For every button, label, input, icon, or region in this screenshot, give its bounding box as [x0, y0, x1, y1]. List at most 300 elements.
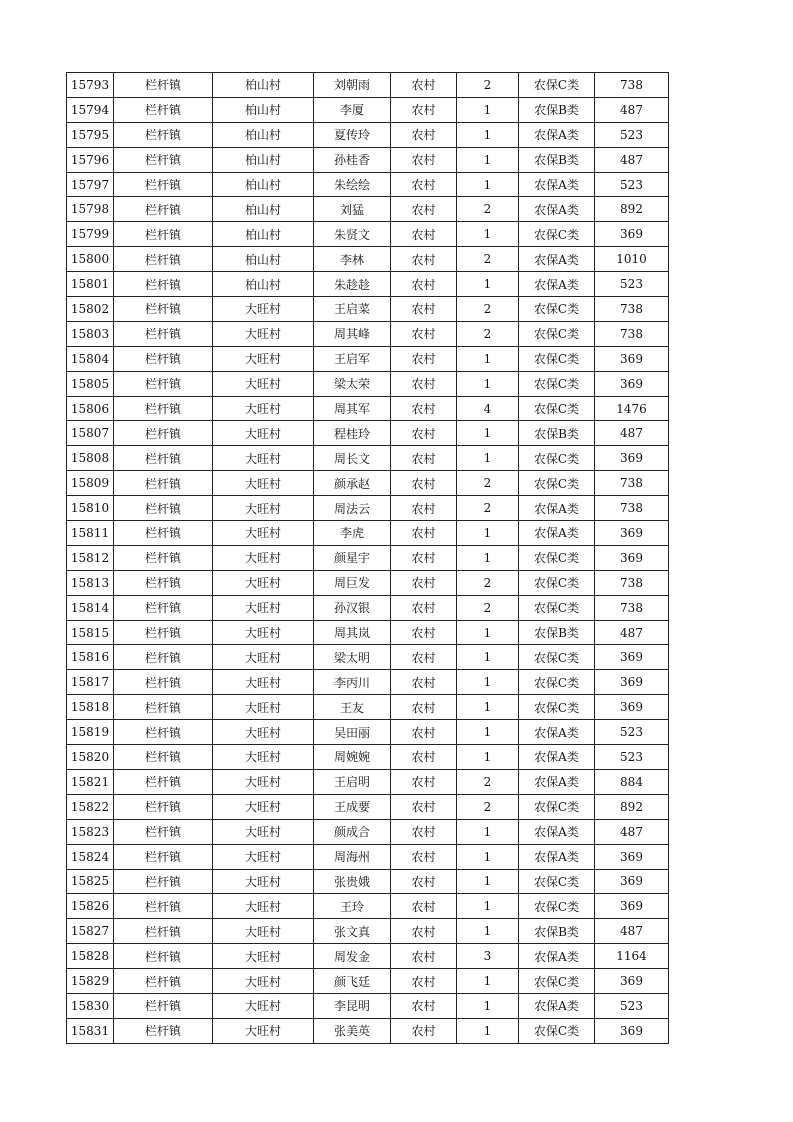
cell-amount: 369 — [595, 894, 669, 919]
cell-id: 15796 — [67, 147, 114, 172]
cell-name: 刘朝雨 — [314, 73, 391, 98]
cell-amount: 523 — [595, 993, 669, 1018]
table-row — [67, 172, 669, 197]
cell-town: 栏杆镇 — [114, 645, 213, 670]
cell-category: 农保B类 — [519, 97, 595, 122]
cell-count: 1 — [457, 620, 519, 645]
table-row — [67, 247, 669, 272]
cell-village: 大旺村 — [213, 720, 314, 745]
cell-id: 15810 — [67, 496, 114, 521]
cell-amount: 738 — [595, 321, 669, 346]
cell-area: 农村 — [391, 297, 457, 322]
cell-count: 1 — [457, 844, 519, 869]
table-row — [67, 147, 669, 172]
cell-village: 大旺村 — [213, 869, 314, 894]
cell-name: 朱绘绘 — [314, 172, 391, 197]
table-row — [67, 769, 669, 794]
cell-count: 4 — [457, 396, 519, 421]
cell-town: 栏杆镇 — [114, 745, 213, 770]
cell-count: 1 — [457, 545, 519, 570]
cell-village: 大旺村 — [213, 321, 314, 346]
cell-id: 15808 — [67, 446, 114, 471]
cell-area: 农村 — [391, 969, 457, 994]
cell-count: 1 — [457, 869, 519, 894]
cell-amount: 369 — [595, 1018, 669, 1043]
cell-id: 15820 — [67, 745, 114, 770]
cell-area: 农村 — [391, 147, 457, 172]
cell-amount: 369 — [595, 545, 669, 570]
cell-id: 15825 — [67, 869, 114, 894]
cell-count: 1 — [457, 969, 519, 994]
cell-village: 大旺村 — [213, 496, 314, 521]
cell-village: 大旺村 — [213, 769, 314, 794]
cell-village: 柏山村 — [213, 147, 314, 172]
cell-id: 15824 — [67, 844, 114, 869]
cell-name: 张贵娥 — [314, 869, 391, 894]
cell-count: 2 — [457, 794, 519, 819]
cell-area: 农村 — [391, 894, 457, 919]
cell-name: 孙汉银 — [314, 595, 391, 620]
cell-name: 周巨发 — [314, 570, 391, 595]
cell-village: 大旺村 — [213, 471, 314, 496]
cell-village: 大旺村 — [213, 944, 314, 969]
cell-village: 大旺村 — [213, 421, 314, 446]
cell-town: 栏杆镇 — [114, 1018, 213, 1043]
table-row — [67, 993, 669, 1018]
cell-area: 农村 — [391, 172, 457, 197]
cell-id: 15817 — [67, 670, 114, 695]
cell-area: 农村 — [391, 222, 457, 247]
cell-area: 农村 — [391, 869, 457, 894]
cell-amount: 487 — [595, 97, 669, 122]
cell-town: 栏杆镇 — [114, 695, 213, 720]
cell-name: 颜星宇 — [314, 545, 391, 570]
cell-name: 张美英 — [314, 1018, 391, 1043]
cell-count: 2 — [457, 471, 519, 496]
cell-name: 周婉婉 — [314, 745, 391, 770]
cell-id: 15823 — [67, 819, 114, 844]
cell-area: 农村 — [391, 844, 457, 869]
cell-amount: 487 — [595, 421, 669, 446]
cell-name: 李虎 — [314, 521, 391, 546]
cell-category: 农保C类 — [519, 396, 595, 421]
cell-town: 栏杆镇 — [114, 247, 213, 272]
cell-town: 栏杆镇 — [114, 819, 213, 844]
table-row — [67, 745, 669, 770]
cell-town: 栏杆镇 — [114, 670, 213, 695]
cell-name: 夏传玲 — [314, 122, 391, 147]
table-row — [67, 346, 669, 371]
cell-category: 农保A类 — [519, 844, 595, 869]
cell-count: 2 — [457, 570, 519, 595]
table-row — [67, 197, 669, 222]
cell-village: 大旺村 — [213, 894, 314, 919]
table-row — [67, 421, 669, 446]
cell-village: 大旺村 — [213, 670, 314, 695]
cell-category: 农保A类 — [519, 496, 595, 521]
cell-id: 15809 — [67, 471, 114, 496]
cell-amount: 884 — [595, 769, 669, 794]
cell-village: 大旺村 — [213, 545, 314, 570]
cell-village: 柏山村 — [213, 97, 314, 122]
beneficiary-table — [66, 72, 669, 1044]
cell-category: 农保C类 — [519, 695, 595, 720]
cell-village: 柏山村 — [213, 222, 314, 247]
cell-category: 农保C类 — [519, 794, 595, 819]
cell-village: 大旺村 — [213, 346, 314, 371]
cell-count: 1 — [457, 272, 519, 297]
cell-amount: 738 — [595, 595, 669, 620]
cell-name: 王玲 — [314, 894, 391, 919]
cell-name: 颜承赵 — [314, 471, 391, 496]
cell-village: 柏山村 — [213, 73, 314, 98]
cell-name: 张文真 — [314, 919, 391, 944]
table-row — [67, 969, 669, 994]
cell-town: 栏杆镇 — [114, 894, 213, 919]
table-row — [67, 645, 669, 670]
cell-area: 农村 — [391, 197, 457, 222]
cell-village: 大旺村 — [213, 620, 314, 645]
cell-amount: 523 — [595, 172, 669, 197]
cell-id: 15794 — [67, 97, 114, 122]
cell-amount: 369 — [595, 844, 669, 869]
cell-id: 15819 — [67, 720, 114, 745]
cell-area: 农村 — [391, 396, 457, 421]
cell-name: 颜飞廷 — [314, 969, 391, 994]
cell-category: 农保A类 — [519, 521, 595, 546]
cell-amount: 369 — [595, 695, 669, 720]
cell-category: 农保A类 — [519, 272, 595, 297]
cell-id: 15827 — [67, 919, 114, 944]
cell-amount: 738 — [595, 471, 669, 496]
cell-town: 栏杆镇 — [114, 844, 213, 869]
cell-id: 15818 — [67, 695, 114, 720]
cell-category: 农保A类 — [519, 993, 595, 1018]
table-row — [67, 545, 669, 570]
cell-area: 农村 — [391, 321, 457, 346]
cell-town: 栏杆镇 — [114, 446, 213, 471]
cell-name: 刘猛 — [314, 197, 391, 222]
cell-id: 15800 — [67, 247, 114, 272]
table-row — [67, 73, 669, 98]
cell-category: 农保C类 — [519, 222, 595, 247]
cell-town: 栏杆镇 — [114, 272, 213, 297]
cell-amount: 738 — [595, 570, 669, 595]
cell-area: 农村 — [391, 944, 457, 969]
cell-amount: 892 — [595, 197, 669, 222]
cell-town: 栏杆镇 — [114, 147, 213, 172]
cell-amount: 369 — [595, 670, 669, 695]
cell-name: 王启菜 — [314, 297, 391, 322]
cell-count: 2 — [457, 496, 519, 521]
cell-amount: 487 — [595, 620, 669, 645]
table-row — [67, 844, 669, 869]
table-row — [67, 1018, 669, 1043]
cell-category: 农保C类 — [519, 869, 595, 894]
cell-id: 15821 — [67, 769, 114, 794]
cell-name: 梁太荣 — [314, 371, 391, 396]
cell-town: 栏杆镇 — [114, 720, 213, 745]
cell-count: 2 — [457, 595, 519, 620]
cell-area: 农村 — [391, 421, 457, 446]
cell-category: 农保A类 — [519, 745, 595, 770]
cell-village: 柏山村 — [213, 122, 314, 147]
cell-count: 3 — [457, 944, 519, 969]
cell-id: 15802 — [67, 297, 114, 322]
cell-id: 15803 — [67, 321, 114, 346]
cell-id: 15812 — [67, 545, 114, 570]
cell-amount: 369 — [595, 371, 669, 396]
cell-category: 农保A类 — [519, 197, 595, 222]
cell-category: 农保A类 — [519, 944, 595, 969]
table-row — [67, 122, 669, 147]
cell-id: 15822 — [67, 794, 114, 819]
cell-id: 15801 — [67, 272, 114, 297]
cell-town: 栏杆镇 — [114, 496, 213, 521]
cell-town: 栏杆镇 — [114, 944, 213, 969]
cell-name: 王启明 — [314, 769, 391, 794]
cell-id: 15793 — [67, 73, 114, 98]
cell-count: 2 — [457, 73, 519, 98]
cell-count: 1 — [457, 720, 519, 745]
table-row — [67, 297, 669, 322]
cell-area: 农村 — [391, 1018, 457, 1043]
cell-id: 15816 — [67, 645, 114, 670]
cell-count: 1 — [457, 894, 519, 919]
cell-category: 农保C类 — [519, 1018, 595, 1043]
cell-amount: 369 — [595, 869, 669, 894]
cell-area: 农村 — [391, 745, 457, 770]
cell-id: 15828 — [67, 944, 114, 969]
cell-village: 大旺村 — [213, 993, 314, 1018]
cell-area: 农村 — [391, 670, 457, 695]
cell-village: 大旺村 — [213, 521, 314, 546]
cell-category: 农保C类 — [519, 545, 595, 570]
cell-area: 农村 — [391, 819, 457, 844]
cell-count: 2 — [457, 247, 519, 272]
cell-amount: 487 — [595, 919, 669, 944]
cell-category: 农保B类 — [519, 421, 595, 446]
cell-town: 栏杆镇 — [114, 471, 213, 496]
cell-category: 农保B类 — [519, 620, 595, 645]
cell-area: 农村 — [391, 521, 457, 546]
cell-category: 农保C类 — [519, 73, 595, 98]
cell-category: 农保C类 — [519, 371, 595, 396]
cell-id: 15804 — [67, 346, 114, 371]
cell-category: 农保A类 — [519, 720, 595, 745]
cell-amount: 738 — [595, 73, 669, 98]
cell-count: 1 — [457, 147, 519, 172]
cell-area: 农村 — [391, 993, 457, 1018]
cell-id: 15805 — [67, 371, 114, 396]
cell-count: 1 — [457, 919, 519, 944]
table-row — [67, 595, 669, 620]
cell-id: 15813 — [67, 570, 114, 595]
cell-village: 大旺村 — [213, 297, 314, 322]
cell-count: 2 — [457, 321, 519, 346]
cell-id: 15811 — [67, 521, 114, 546]
table-row — [67, 869, 669, 894]
cell-town: 栏杆镇 — [114, 197, 213, 222]
cell-id: 15798 — [67, 197, 114, 222]
cell-town: 栏杆镇 — [114, 297, 213, 322]
cell-name: 周其岚 — [314, 620, 391, 645]
cell-count: 2 — [457, 197, 519, 222]
cell-name: 王成要 — [314, 794, 391, 819]
cell-name: 李丙川 — [314, 670, 391, 695]
table-row — [67, 97, 669, 122]
table-row — [67, 471, 669, 496]
cell-area: 农村 — [391, 769, 457, 794]
cell-name: 王友 — [314, 695, 391, 720]
table-row — [67, 396, 669, 421]
table-row — [67, 695, 669, 720]
cell-count: 1 — [457, 745, 519, 770]
cell-town: 栏杆镇 — [114, 97, 213, 122]
cell-name: 孙桂香 — [314, 147, 391, 172]
cell-area: 农村 — [391, 570, 457, 595]
cell-count: 1 — [457, 819, 519, 844]
cell-id: 15799 — [67, 222, 114, 247]
cell-amount: 523 — [595, 272, 669, 297]
cell-category: 农保C类 — [519, 471, 595, 496]
cell-amount: 369 — [595, 969, 669, 994]
table-row — [67, 272, 669, 297]
cell-category: 农保C类 — [519, 645, 595, 670]
cell-area: 农村 — [391, 471, 457, 496]
cell-name: 吴田丽 — [314, 720, 391, 745]
cell-count: 1 — [457, 993, 519, 1018]
table-row — [67, 321, 669, 346]
cell-town: 栏杆镇 — [114, 620, 213, 645]
cell-area: 农村 — [391, 545, 457, 570]
cell-amount: 369 — [595, 446, 669, 471]
cell-category: 农保C类 — [519, 346, 595, 371]
cell-name: 李厦 — [314, 97, 391, 122]
cell-town: 栏杆镇 — [114, 172, 213, 197]
cell-amount: 523 — [595, 720, 669, 745]
cell-name: 朱趁趁 — [314, 272, 391, 297]
cell-category: 农保A类 — [519, 122, 595, 147]
table-row — [67, 944, 669, 969]
cell-area: 农村 — [391, 794, 457, 819]
cell-village: 大旺村 — [213, 844, 314, 869]
cell-village: 大旺村 — [213, 595, 314, 620]
cell-category: 农保A类 — [519, 172, 595, 197]
cell-area: 农村 — [391, 446, 457, 471]
cell-area: 农村 — [391, 346, 457, 371]
cell-id: 15797 — [67, 172, 114, 197]
cell-category: 农保C类 — [519, 894, 595, 919]
cell-category: 农保A类 — [519, 247, 595, 272]
cell-name: 周长文 — [314, 446, 391, 471]
cell-town: 栏杆镇 — [114, 321, 213, 346]
cell-village: 柏山村 — [213, 172, 314, 197]
table-row — [67, 446, 669, 471]
cell-village: 柏山村 — [213, 272, 314, 297]
table-row — [67, 222, 669, 247]
cell-category: 农保C类 — [519, 297, 595, 322]
cell-id: 15795 — [67, 122, 114, 147]
cell-area: 农村 — [391, 695, 457, 720]
cell-count: 1 — [457, 645, 519, 670]
cell-name: 周发金 — [314, 944, 391, 969]
cell-area: 农村 — [391, 122, 457, 147]
cell-amount: 523 — [595, 122, 669, 147]
cell-village: 大旺村 — [213, 645, 314, 670]
cell-town: 栏杆镇 — [114, 969, 213, 994]
cell-id: 15829 — [67, 969, 114, 994]
cell-name: 周法云 — [314, 496, 391, 521]
table-row — [67, 794, 669, 819]
cell-amount: 487 — [595, 819, 669, 844]
cell-count: 1 — [457, 97, 519, 122]
cell-town: 栏杆镇 — [114, 396, 213, 421]
cell-town: 栏杆镇 — [114, 993, 213, 1018]
cell-town: 栏杆镇 — [114, 595, 213, 620]
cell-town: 栏杆镇 — [114, 222, 213, 247]
cell-id: 15806 — [67, 396, 114, 421]
cell-count: 1 — [457, 371, 519, 396]
cell-village: 大旺村 — [213, 919, 314, 944]
cell-category: 农保C类 — [519, 446, 595, 471]
cell-count: 1 — [457, 1018, 519, 1043]
cell-area: 农村 — [391, 919, 457, 944]
cell-id: 15814 — [67, 595, 114, 620]
cell-name: 梁太明 — [314, 645, 391, 670]
cell-village: 大旺村 — [213, 446, 314, 471]
cell-count: 1 — [457, 421, 519, 446]
cell-amount: 369 — [595, 346, 669, 371]
cell-count: 1 — [457, 446, 519, 471]
cell-town: 栏杆镇 — [114, 869, 213, 894]
cell-amount: 369 — [595, 645, 669, 670]
cell-category: 农保C类 — [519, 595, 595, 620]
cell-village: 柏山村 — [213, 247, 314, 272]
cell-town: 栏杆镇 — [114, 521, 213, 546]
cell-category: 农保A类 — [519, 769, 595, 794]
table-body — [67, 73, 669, 1044]
cell-name: 程桂玲 — [314, 421, 391, 446]
cell-count: 1 — [457, 695, 519, 720]
cell-count: 1 — [457, 521, 519, 546]
cell-amount: 738 — [595, 297, 669, 322]
cell-town: 栏杆镇 — [114, 421, 213, 446]
table-row — [67, 620, 669, 645]
cell-count: 2 — [457, 769, 519, 794]
cell-amount: 1164 — [595, 944, 669, 969]
cell-id: 15807 — [67, 421, 114, 446]
table-row — [67, 670, 669, 695]
cell-village: 大旺村 — [213, 819, 314, 844]
cell-id: 15815 — [67, 620, 114, 645]
cell-area: 农村 — [391, 97, 457, 122]
cell-area: 农村 — [391, 247, 457, 272]
cell-area: 农村 — [391, 720, 457, 745]
table-row — [67, 819, 669, 844]
table-row — [67, 919, 669, 944]
cell-amount: 523 — [595, 745, 669, 770]
cell-area: 农村 — [391, 496, 457, 521]
cell-town: 栏杆镇 — [114, 570, 213, 595]
cell-id: 15830 — [67, 993, 114, 1018]
cell-area: 农村 — [391, 645, 457, 670]
cell-count: 1 — [457, 670, 519, 695]
cell-category: 农保C类 — [519, 570, 595, 595]
cell-name: 颜成合 — [314, 819, 391, 844]
cell-category: 农保C类 — [519, 670, 595, 695]
cell-village: 大旺村 — [213, 969, 314, 994]
